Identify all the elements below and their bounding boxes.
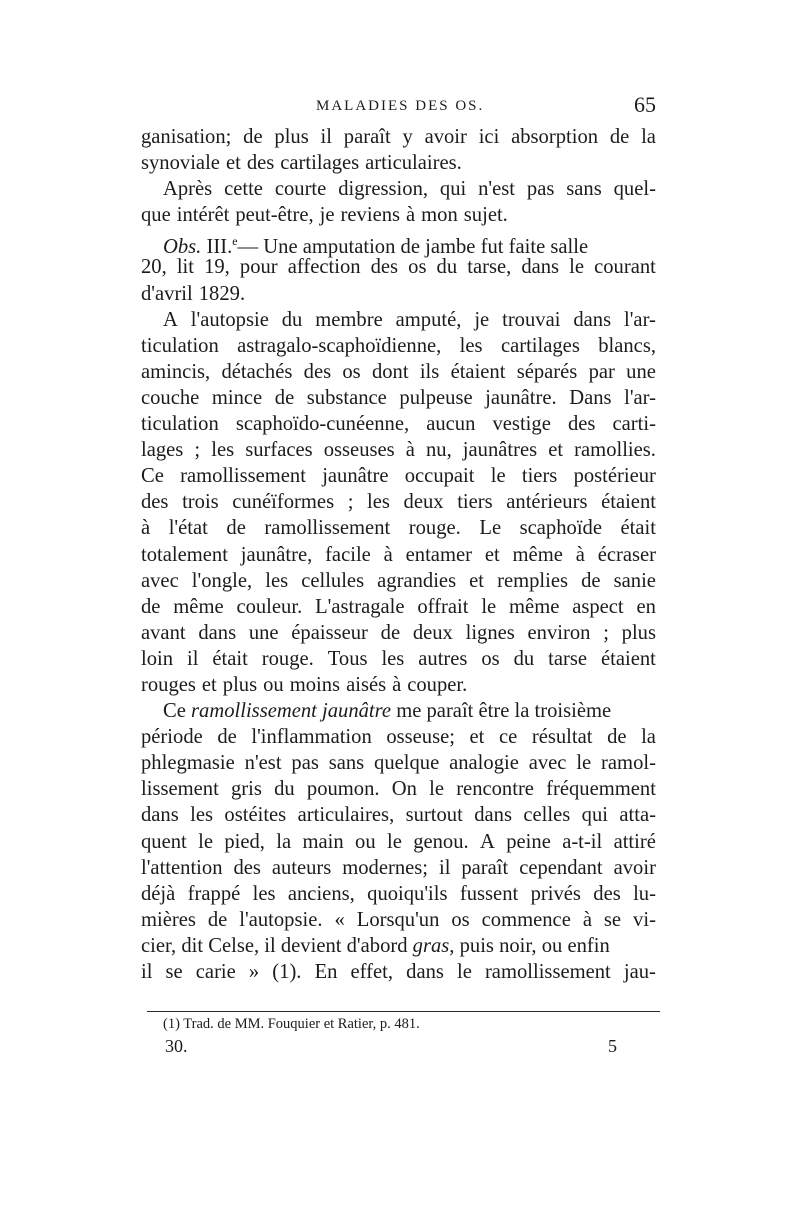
text-line: rouges et plus ou moins aisés à couper. xyxy=(141,673,468,696)
page-number: 65 xyxy=(634,92,656,117)
text-line: totalement jaunâtre, facile à entamer et même à écraser xyxy=(141,543,656,566)
text-line: avant dans une épaisseur de deux lignes environ ; plus xyxy=(141,621,656,644)
text-span: cier, dit Celse, il devient d'abord xyxy=(141,934,413,957)
italic-word: gras xyxy=(412,934,450,957)
italic-term: ramollissement jaunâtre xyxy=(191,700,392,723)
text-line: l'attention des auteurs modernes; il paraît cependant avoir xyxy=(141,856,656,879)
text-line: il se carie » (1). En effet, dans le ramollissement jau- xyxy=(141,961,656,983)
text-line: ticulation astragalo-scaphoïdienne, les cartilages blancs, xyxy=(141,334,656,357)
text-line: d'avril 1829. xyxy=(141,282,246,305)
text-line: quent le pied, la main ou le genou. A peine a-t-il attiré xyxy=(141,830,656,853)
obs-label: Obs. xyxy=(163,236,202,259)
text-span: me paraît être la troisième xyxy=(391,700,612,723)
text-line: période de l'inflammation osseuse; et ce résultat de la xyxy=(141,726,656,749)
obs-suffix: e xyxy=(232,234,238,249)
sheet-number: 5 xyxy=(608,1036,617,1056)
text-line: loin il était rouge. Tous les autres os du tarse étaient xyxy=(141,647,656,670)
quote-line-italic xyxy=(141,933,656,959)
text-line: couche mince de substance pulpeuse jaunâtre. Dans l'ar- xyxy=(141,386,656,409)
text-line: phlegmasie n'est pas sans quelque analogie avec le ramol- xyxy=(141,752,656,775)
text-line: à l'état de ramollissement rouge. Le scaphoïde était xyxy=(141,517,656,540)
text-span: Ce xyxy=(163,700,192,723)
obs-number: III. xyxy=(201,236,233,259)
text-line: lages ; les surfaces osseuses à nu, jaunâtres et ramollies. xyxy=(141,439,656,462)
text-line: que intérêt peut-être, je reviens à mon sujet. xyxy=(141,204,508,227)
page-header xyxy=(138,92,660,122)
text-line: ticulation scaphoïdo-cunéenne, aucun vestige des carti- xyxy=(141,413,656,436)
text-line: Après cette courte digression, qui n'est pas sans quel- xyxy=(163,178,656,201)
text-line: dans les ostéites articulaires, surtout dans celles qui atta- xyxy=(141,804,656,827)
text-line: ganisation; de plus il paraît y avoir ici absorption de la xyxy=(141,126,656,148)
text-line: amincis, détachés des os dont ils étaient séparés par une xyxy=(141,360,656,383)
signature-mark: 30. xyxy=(165,1036,188,1056)
text-line: Ce ramollissement jaunâtre occupait le tiers postérieur xyxy=(141,465,656,488)
body-text xyxy=(141,124,656,985)
text-line: lissement gris du poumon. On le rencontre fréquemment xyxy=(141,778,656,801)
footnote: (1) Trad. de MM. Fouquier et Ratier, p. 481. xyxy=(163,1016,420,1032)
text-line: A l'autopsie du membre amputé, je trouvai dans l'ar- xyxy=(163,308,656,331)
text-line: de même couleur. L'astragale offrait le même aspect en xyxy=(141,595,656,618)
text-line: avec l'ongle, les cellules agrandies et remplies de sanie xyxy=(141,569,656,592)
text-span: , puis noir, ou enfin xyxy=(449,934,610,957)
footnote-rule xyxy=(147,1011,660,1012)
text-line: des trois cunéïformes ; les deux tiers antérieurs étaient xyxy=(141,491,656,514)
obs-text: — Une amputation de jambe fut faite salle xyxy=(237,236,589,259)
text-line: synoviale et des cartilages articulaires. xyxy=(141,152,462,175)
text-line: 20, lit 19, pour affection des os du tarse, dans le courant xyxy=(141,256,656,279)
paragraph-line-italic xyxy=(141,698,656,724)
observation-heading-line xyxy=(141,228,656,259)
text-line: déjà frappé les anciens, quoiqu'ils fussent privés des lu- xyxy=(141,882,656,905)
running-title: MALADIES DES OS. xyxy=(316,98,485,114)
text-line: mières de l'autopsie. « Lorsqu'un os commence à se vi- xyxy=(141,908,656,931)
